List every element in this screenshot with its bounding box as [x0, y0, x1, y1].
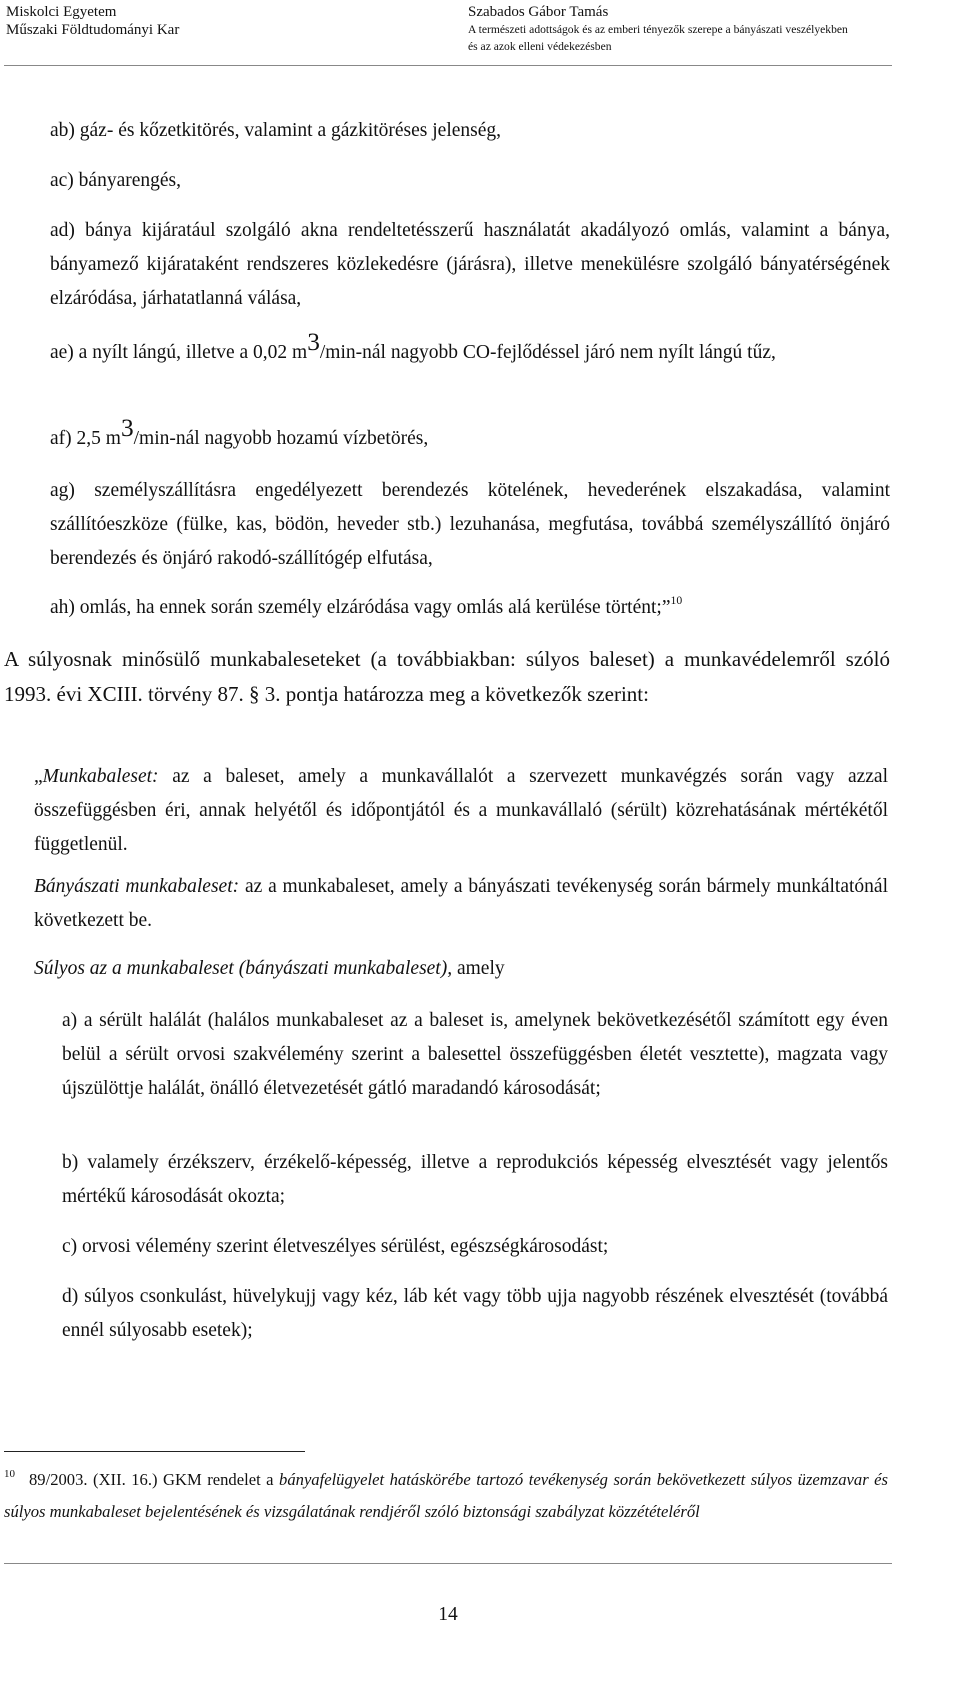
page-number: 14 [438, 1604, 458, 1625]
header-faculty: Műszaki Földtudományi Kar [6, 22, 180, 38]
definition-severe-accident [34, 952, 888, 986]
item-ac: ac) bányarengés, [50, 170, 182, 191]
item-ae-text: ae) a nyílt lángú, illetve a 0,02 m [50, 342, 308, 363]
intro-paragraph: A súlyosnak minősülő munkabaleseteket (a továbbiakban: súlyos baleset) a munkavédelemről szóló 1993. évi XCIII. törvény 87. § 3. pontja határozza meg a következők szerint: [4, 647, 890, 706]
item-ad: ad) bánya kijáratául szolgáló akna rendeltetésszerű használatát akadályozó omlás, valamint a bánya, bányamező kijárataként rendszeres közlekedésre (járásra), illetve menekülésre szolgáló bányatérségének elzáródása, járhatatlanná válása, [50, 220, 890, 309]
item-ab: ab) gáz- és kőzetkitörés, valamint a gázkitöréses jelenség, [50, 120, 502, 141]
header-thesis-title-line1: A természeti adottságok és az emberi tényezők szerepe a bányászati veszélyekben [468, 23, 848, 36]
item-ag: ag) személyszállításra engedélyezett berendezés kötelének, hevederének elszakadása, valamint szállítóeszköze (fülke, kas, bödön, heveder stb.) lezuhanása, megfutása, továbbá személyszállító önjáró berendezés és önjáró rakodó-szállítógép elfutása, [50, 480, 890, 569]
footnote [4, 1465, 888, 1527]
criterion-c: c) orvosi vélemény szerint életveszélyes sérülést, egészségkárosodást; [62, 1236, 609, 1257]
item-ae-text-cont: /min-nál nagyobb CO-fejlődéssel járó nem nyílt lángú tűz, [319, 342, 776, 363]
header-author: Szabados Gábor Tamás [468, 4, 609, 20]
definition-mining-accident [34, 870, 888, 938]
item-af [50, 414, 890, 456]
header-left [6, 3, 179, 39]
criterion-a: a) a sérült halálát (halálos munkabaleset az a baleset is, amelynek bekövetkezésétől számított egy éven belül a sérült orvosi szakvélemény szerint a balesettel összefüggésben életét vesztette), magzata vagy újszülöttje halálát, önálló életvezetését gátló maradandó károsodását; [62, 1010, 888, 1099]
item-af-text: af) 2,5 m [50, 428, 121, 449]
footnote-text: 89/2003. (XII. 16.) GKM rendelet a [29, 1470, 280, 1489]
footnote-separator [4, 1451, 305, 1452]
definition-term-severe-accident: Súlyos az a munkabaleset (bányászati munkabaleset), [34, 958, 453, 979]
criterion-b: b) valamely érzékszerv, érzékelő-képesség, illetve a reprodukciós képesség elvesztését vagy jelentős mértékű károsodását okozta; [62, 1152, 888, 1207]
header-right [468, 3, 848, 55]
definition-term-mining-accident: Bányászati munkabaleset: [34, 876, 240, 897]
item-ae [50, 328, 890, 370]
definition-term-work-accident: Munkabaleset: [42, 766, 159, 787]
header-thesis-title-line2: és az azok elleni védekezésben [468, 40, 612, 53]
footnote-title: bányafelügyelet hatáskörébe tartozó tevékenység során bekövetkezett súlyos üzemzavar és súlyos munkabaleset bejelentésének és vizsgálatának rendjéről szóló biztonsági szabályzat közzétételéről [4, 1470, 888, 1521]
open-quote: „ [34, 766, 43, 787]
header-university: Miskolci Egyetem [6, 4, 117, 20]
footnote-ref: 10 [670, 594, 683, 608]
definition-text-severe-accident: amely [452, 958, 505, 979]
item-af-exponent: 3 [120, 414, 134, 443]
footnote-number: 10 [4, 1468, 15, 1481]
footer-divider [4, 1563, 892, 1564]
item-ah [50, 591, 890, 625]
definition-text-mining-accident: az a munkabaleset, amely a bányászati tevékenység során bármely munkáltatónál következett be. [34, 876, 888, 931]
header-divider [4, 65, 892, 66]
definition-work-accident [34, 760, 888, 862]
criterion-d: d) súlyos csonkulást, hüvelykujj vagy kéz, láb két vagy több ujja nagyobb részének elvesztését (továbbá ennél súlyosabb esetek); [62, 1286, 888, 1341]
item-ae-exponent: 3 [307, 328, 320, 357]
item-ah-text: ah) omlás, ha ennek során személy elzáródása vagy omlás alá kerülése történt;” [50, 597, 671, 618]
item-af-text-cont: /min-nál nagyobb hozamú vízbetörés, [133, 428, 429, 449]
definition-text-work-accident: az a baleset, amely a munkavállalót a szervezett munkavégzés során vagy azzal összefüggésben éri, annak helyétől és időpontjától és a munkavállaló (sérült) közrehatásának mértékétől függetlenül. [34, 766, 888, 855]
